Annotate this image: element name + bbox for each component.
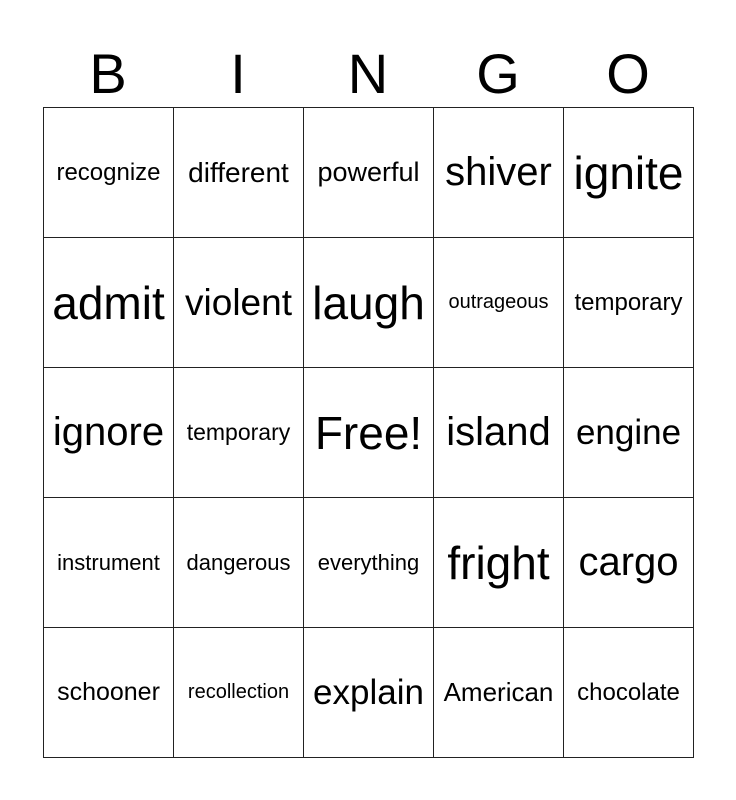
cell-word: explain — [313, 672, 424, 712]
cell-word: admit — [52, 276, 165, 329]
bingo-cell — [174, 368, 304, 498]
bingo-cell — [44, 238, 174, 368]
header-letter-o: O — [606, 42, 650, 105]
cell-word: shiver — [445, 150, 552, 194]
cell-word: dangerous — [186, 549, 291, 575]
bingo-header — [43, 42, 693, 106]
header-letter-b: B — [89, 42, 127, 105]
bingo-cell — [44, 628, 174, 758]
cell-word: temporary — [574, 288, 683, 316]
cell-word: engine — [575, 412, 682, 452]
cell-word: outrageous — [448, 291, 549, 313]
cell-word: everything — [317, 549, 420, 575]
cell-word: instrument — [57, 549, 160, 575]
bingo-cell — [174, 498, 304, 628]
bingo-cell — [174, 238, 304, 368]
bingo-cell — [434, 628, 564, 758]
cell-word: violent — [185, 281, 292, 323]
bingo-cell — [174, 628, 304, 758]
header-letter-n: N — [347, 42, 389, 105]
bingo-cell — [564, 498, 694, 628]
bingo-cell — [304, 628, 434, 758]
bingo-cell — [434, 498, 564, 628]
bingo-cell — [304, 108, 434, 238]
cell-word: recognize — [56, 158, 161, 186]
cell-word: different — [188, 156, 289, 188]
bingo-cell — [44, 368, 174, 498]
bingo-cell — [434, 108, 564, 238]
cell-word: fright — [447, 536, 550, 589]
bingo-card-grid — [43, 107, 694, 758]
cell-word: recollection — [187, 681, 290, 703]
cell-word: ignore — [52, 410, 165, 454]
cell-word: schooner — [57, 678, 160, 706]
bingo-cell — [564, 628, 694, 758]
cell-word: powerful — [317, 157, 420, 187]
cell-word: American — [443, 677, 554, 707]
bingo-cell — [564, 238, 694, 368]
bingo-cell — [434, 238, 564, 368]
bingo-cell — [44, 498, 174, 628]
cell-word: temporary — [186, 419, 291, 445]
bingo-cell — [174, 108, 304, 238]
cell-word: laugh — [312, 276, 425, 329]
bingo-cell — [44, 108, 174, 238]
free-space: Free! — [314, 406, 423, 459]
header-letter-g: G — [476, 42, 520, 105]
bingo-cell — [564, 108, 694, 238]
bingo-cell — [564, 368, 694, 498]
bingo-cell — [434, 368, 564, 498]
bingo-cell — [304, 498, 434, 628]
cell-word: cargo — [578, 540, 679, 584]
header-letter-i: I — [230, 42, 246, 105]
cell-word: chocolate — [577, 678, 680, 706]
bingo-cell — [304, 368, 434, 498]
cell-word: island — [446, 410, 551, 454]
cell-word: ignite — [573, 146, 684, 199]
bingo-cell — [304, 238, 434, 368]
